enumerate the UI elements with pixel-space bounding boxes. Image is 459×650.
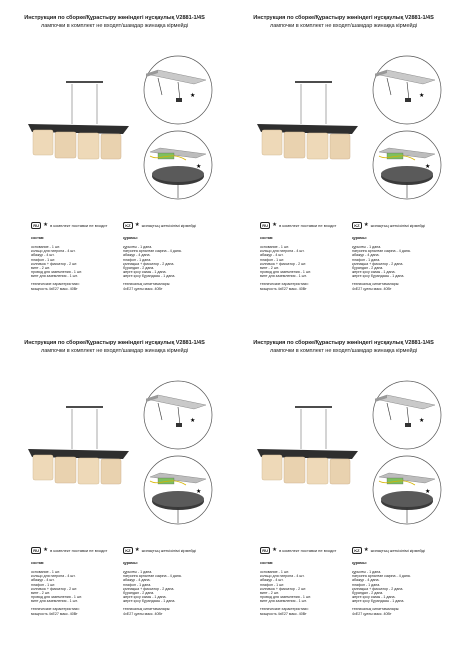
list-item: абажур - 4 шт.: [260, 578, 284, 583]
lampshade-2: [55, 132, 76, 158]
list-item: плафон - 1 шт.: [31, 257, 56, 262]
kz-specs-heading: техникалық сипаттамалары:: [123, 607, 171, 612]
star-icon: ★: [196, 164, 202, 170]
list-item: бұрандал - 2 дана.: [123, 265, 155, 270]
ru-not-included-text: в комплект поставки не входит: [279, 223, 337, 228]
lampshade-2: [284, 457, 305, 483]
star-icon: ★: [134, 547, 140, 553]
ru-specs-heading: технические характеристики:: [31, 282, 80, 287]
instruction-sheet-top-left: [0, 0, 229, 325]
list-item: жерге қосу бұрандасы - 1 дана.: [352, 599, 405, 604]
ru-contents: [31, 236, 82, 291]
cap-fixator: [176, 423, 182, 427]
ru-specs-heading: технические характеристики:: [260, 282, 309, 287]
list-item: винт - 2 шт.: [31, 265, 50, 270]
list-item: абажур - 4 дана.: [123, 253, 151, 258]
lampshade-1: [33, 455, 53, 480]
ru-contents-heading: состав:: [260, 561, 274, 565]
bulbs-not-included-note: лампочки в комплект не входят/шамдар жинаққа кірмейді: [269, 23, 417, 29]
kz-note: [352, 547, 425, 554]
list-item: жерге қосу сымы - 1 дана.: [352, 595, 396, 600]
kz-note: [123, 222, 196, 229]
lampshade-row: [33, 455, 121, 484]
kz-not-included-text: жинақтың жеткізілімі кірмейді: [370, 548, 426, 553]
star-icon: ★: [190, 418, 196, 424]
kz-specs-heading: техникалық сипаттамалары:: [352, 282, 400, 287]
list-item: абажур - 4 шт.: [31, 253, 55, 258]
ru-contents: [260, 561, 311, 616]
list-item: плафон - 1 шт.: [31, 582, 56, 587]
instruction-sheet-bottom-left: [0, 325, 229, 650]
list-item: патронға арналған сақина - 4 дана.: [123, 574, 182, 579]
list-item: қалпақша + фиксатор - 2 дана.: [352, 261, 404, 266]
list-item: колпачок + фиксатор - 2 шт.: [31, 586, 78, 591]
list-item: винт для заземления - 1 шт.: [260, 599, 307, 604]
ru-note: [31, 547, 107, 554]
kz-contents: [123, 236, 182, 291]
list-item: провод для заземления - 1 шт.: [260, 270, 312, 275]
star-icon: ★: [425, 164, 431, 170]
kz-specs-heading: техникалық сипаттамалары:: [352, 607, 400, 612]
lampshade-3: [78, 133, 99, 159]
instruction-sheet-top-right: [229, 0, 458, 325]
star-icon: ★: [419, 93, 425, 99]
kz-badge: KZ: [123, 222, 133, 229]
lampshade-1: [33, 130, 53, 155]
bulbs-not-included-note: лампочки в комплект не входят/шамдар жинаққа кірмейді: [40, 23, 188, 29]
list-item: винт - 2 шт.: [31, 590, 50, 595]
lampshade-3: [78, 458, 99, 484]
cap-fixator: [405, 423, 411, 427]
cap-fixator: [405, 98, 411, 102]
list-item: кольцо для патрона - 4 шт.: [31, 574, 76, 579]
kz-not-included-text: жинақтың жеткізілімі кірмейді: [370, 223, 426, 228]
kz-specs-value: 4xE27 қуаты макс. 40Вт: [352, 286, 392, 291]
kz-note: [352, 222, 425, 229]
detail-circle-top: [373, 381, 441, 449]
ru-specs-value: мощность 4xE27 макс. 40Вт: [260, 286, 307, 291]
detail-circle-bottom: [144, 131, 212, 199]
list-item: жерге қосу сымы - 1 дана.: [123, 270, 167, 275]
detail-circle-top: [144, 56, 212, 124]
lampshade-row: [262, 130, 350, 159]
kz-badge: KZ: [352, 547, 362, 554]
star-icon: ★: [363, 547, 369, 553]
kz-note: [123, 547, 196, 554]
lampshade-3: [307, 133, 328, 159]
bulbs-not-included-note: лампочки в комплект не входят/шамдар жинаққа кірмейді: [269, 348, 417, 354]
kz-badge: KZ: [123, 547, 133, 554]
list-item: основание - 1 шт.: [260, 570, 289, 575]
star-icon: ★: [363, 222, 369, 228]
ru-badge: RU: [260, 547, 270, 554]
ru-contents-heading: состав:: [31, 236, 45, 240]
list-item: колпачок + фиксатор - 2 шт.: [31, 261, 78, 266]
detail-circle-bottom: [373, 131, 441, 199]
lampshade-2: [55, 457, 76, 483]
list-item: основание - 1 шт.: [31, 570, 60, 575]
list-item: қалпақша + фиксатор - 2 дана.: [123, 586, 175, 591]
lampshade-3: [307, 458, 328, 484]
ru-contents-heading: состав:: [260, 236, 274, 240]
ru-badge: RU: [31, 222, 41, 229]
list-item: основание - 1 шт.: [31, 245, 60, 250]
instruction-sheet-bottom-right: [229, 325, 458, 650]
list-item: құрылғы - 1 дана.: [123, 570, 153, 575]
star-icon: ★: [196, 489, 202, 495]
list-item: құрылғы - 1 дана.: [123, 245, 153, 250]
bulbs-not-included-note: лампочки в комплект не входят/шамдар жинаққа кірмейді: [40, 348, 188, 354]
ru-specs-heading: технические характеристики:: [260, 607, 309, 612]
ru-note: [31, 222, 107, 229]
list-item: кольцо для патрона - 4 шт.: [31, 249, 76, 254]
detail-circle-bottom: [373, 456, 441, 524]
kz-specs-value: 4xE27 қуаты макс. 40Вт: [123, 611, 163, 616]
cap-fixator: [176, 98, 182, 102]
list-item: құрылғы - 1 дана.: [352, 245, 382, 250]
instruction-title: Инструкция по сборке/Құрастыру жөніндегі нұсқаулық V2881-1/4S: [24, 15, 205, 21]
star-icon: ★: [425, 489, 431, 495]
lampshade-2: [284, 132, 305, 158]
list-item: основание - 1 шт.: [260, 245, 289, 250]
list-item: винт для заземления - 1 шт.: [31, 274, 78, 279]
list-item: кольцо для патрона - 4 шт.: [260, 574, 305, 579]
list-item: жерге қосу сымы - 1 дана.: [123, 595, 167, 600]
lampshade-1: [262, 455, 282, 480]
ru-contents: [260, 236, 311, 291]
kz-contents: [352, 236, 411, 291]
ru-not-included-text: в комплект поставки не входит: [279, 548, 337, 553]
list-item: бұрандал - 2 дана.: [352, 590, 384, 595]
list-item: колпачок + фиксатор - 2 шт.: [260, 261, 307, 266]
star-icon: ★: [43, 547, 49, 553]
list-item: жерге қосу сымы - 1 дана.: [352, 270, 396, 275]
list-item: абажур - 4 дана.: [123, 578, 151, 583]
kz-specs-value: 4xE27 қуаты макс. 40Вт: [123, 286, 163, 291]
list-item: винт - 2 шт.: [260, 265, 279, 270]
list-item: плафон - 1 дана.: [352, 582, 381, 587]
list-item: кольцо для патрона - 4 шт.: [260, 249, 305, 254]
star-icon: ★: [190, 93, 196, 99]
list-item: абажур - 4 дана.: [352, 578, 380, 583]
kz-not-included-text: жинақтың жеткізілімі кірмейді: [141, 223, 197, 228]
list-item: провод для заземления - 1 шт.: [31, 270, 83, 275]
lampshade-row: [33, 130, 121, 159]
lampshade-1: [262, 130, 282, 155]
ru-not-included-text: в комплект поставки не входит: [50, 223, 108, 228]
detail-circle-bottom: [144, 456, 212, 524]
ru-note: [260, 547, 336, 554]
ru-specs-value: мощность 4xE27 макс. 40Вт: [260, 611, 307, 616]
star-icon: ★: [419, 418, 425, 424]
list-item: жерге қосу бұрандасы - 1 дана.: [123, 599, 176, 604]
list-item: винт для заземления - 1 шт.: [31, 599, 78, 604]
ru-not-included-text: в комплект поставки не входит: [50, 548, 108, 553]
lampshade-4: [330, 134, 350, 159]
list-item: жерге қосу бұрандасы - 1 дана.: [352, 274, 405, 279]
lampshade-4: [101, 459, 121, 484]
ru-specs-value: мощность 4xE27 макс. 40Вт: [31, 611, 78, 616]
star-icon: ★: [272, 222, 278, 228]
ru-badge: RU: [260, 222, 270, 229]
list-item: колпачок + фиксатор - 2 шт.: [260, 586, 307, 591]
list-item: патронға арналған сақина - 4 дана.: [352, 249, 411, 254]
list-item: провод для заземления - 1 шт.: [31, 595, 83, 600]
kz-contents-heading: құрамы:: [123, 561, 138, 565]
kz-contents: [123, 561, 182, 616]
kz-not-included-text: жинақтың жеткізілімі кірмейді: [141, 548, 197, 553]
kz-contents-heading: құрамы:: [352, 561, 367, 565]
list-item: плафон - 1 шт.: [260, 582, 285, 587]
kz-specs-heading: техникалық сипаттамалары:: [123, 282, 171, 287]
ru-contents: [31, 561, 82, 616]
list-item: провод для заземления - 1 шт.: [260, 595, 312, 600]
list-item: қалпақша + фиксатор - 2 дана.: [352, 586, 404, 591]
list-item: плафон - 1 дана.: [123, 257, 152, 262]
star-icon: ★: [134, 222, 140, 228]
instruction-title: Инструкция по сборке/Құрастыру жөніндегі нұсқаулық V2881-1/4S: [253, 15, 434, 21]
ru-specs-heading: технические характеристики:: [31, 607, 80, 612]
ru-specs-value: мощность 4xE27 макс. 40Вт: [31, 286, 78, 291]
kz-specs-value: 4xE27 қуаты макс. 40Вт: [352, 611, 392, 616]
detail-circle-top: [373, 56, 441, 124]
list-item: абажур - 4 дана.: [352, 253, 380, 258]
list-item: жерге қосу бұрандасы - 1 дана.: [123, 274, 176, 279]
list-item: плафон - 1 дана.: [352, 257, 381, 262]
list-item: патронға арналған сақина - 4 дана.: [123, 249, 182, 254]
detail-circle-top: [144, 381, 212, 449]
list-item: құрылғы - 1 дана.: [352, 570, 382, 575]
list-item: плафон - 1 шт.: [260, 257, 285, 262]
lampshade-4: [330, 459, 350, 484]
lampshade-4: [101, 134, 121, 159]
list-item: винт - 2 шт.: [260, 590, 279, 595]
ru-badge: RU: [31, 547, 41, 554]
star-icon: ★: [272, 547, 278, 553]
list-item: бұрандал - 2 дана.: [123, 590, 155, 595]
list-item: бұрандал - 2 дана.: [352, 265, 384, 270]
lampshade-row: [262, 455, 350, 484]
ru-contents-heading: состав:: [31, 561, 45, 565]
instruction-title: Инструкция по сборке/Құрастыру жөніндегі нұсқаулық V2881-1/4S: [253, 340, 434, 346]
star-icon: ★: [43, 222, 49, 228]
ru-note: [260, 222, 336, 229]
instruction-title: Инструкция по сборке/Құрастыру жөніндегі нұсқаулық V2881-1/4S: [24, 340, 205, 346]
list-item: қалпақша + фиксатор - 2 дана.: [123, 261, 175, 266]
list-item: плафон - 1 дана.: [123, 582, 152, 587]
list-item: абажур - 4 шт.: [260, 253, 284, 258]
kz-badge: KZ: [352, 222, 362, 229]
kz-contents-heading: құрамы:: [352, 236, 367, 240]
list-item: винт для заземления - 1 шт.: [260, 274, 307, 279]
list-item: абажур - 4 шт.: [31, 578, 55, 583]
list-item: патронға арналған сақина - 4 дана.: [352, 574, 411, 579]
kz-contents-heading: құрамы:: [123, 236, 138, 240]
kz-contents: [352, 561, 411, 616]
